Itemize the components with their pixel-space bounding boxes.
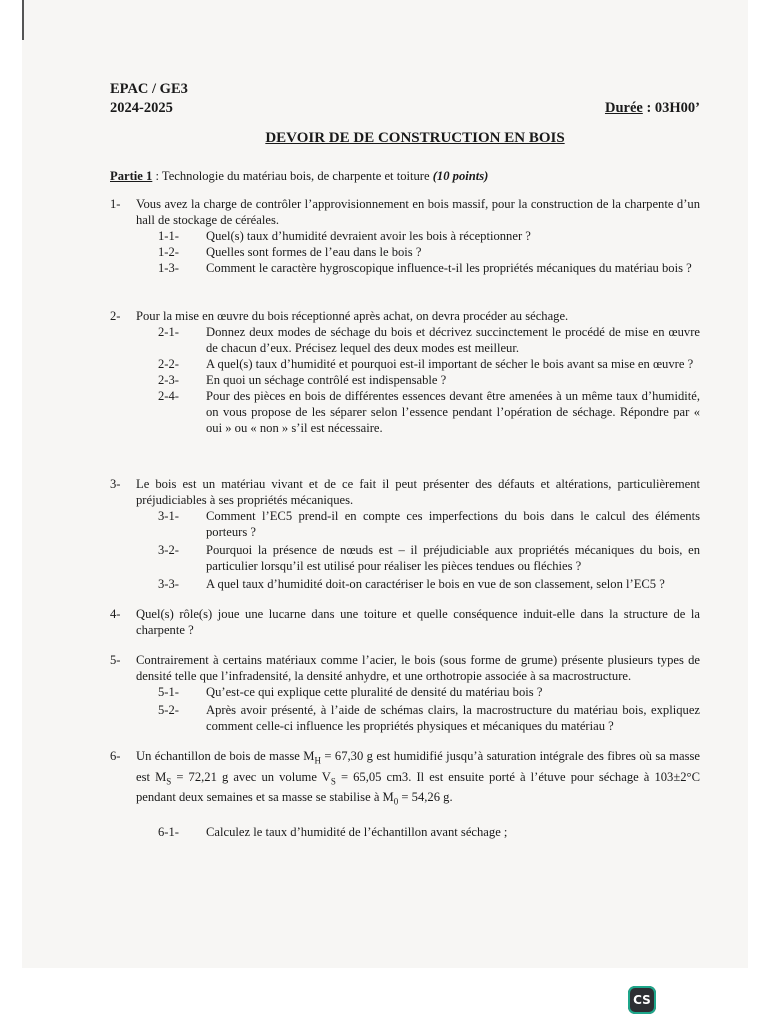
subquestion-5-1 bbox=[158, 684, 700, 700]
section-points: (10 points) bbox=[432, 169, 489, 183]
subquestion-text: Qu’est-ce qui explique cette pluralité de densité du matériau bois ? bbox=[206, 685, 543, 699]
subquestion-2-3 bbox=[158, 372, 700, 388]
subquestions-6 bbox=[110, 824, 700, 840]
q6-text-part: = 65,05 cm3. Il est ensuite porté à l’étuve pour séchage à 103±2°C pendant deux semaines et sa masse se stabilise à M bbox=[136, 769, 700, 805]
subquestion-number: 2-1- bbox=[158, 325, 179, 339]
school-label: EPAC / GE3 bbox=[110, 81, 188, 97]
question-text: Contrairement à certains matériaux comme l’acier, le bois (sous forme de grume) présente plusieurs types de densité telle que l’infradensité, la densité anhydre, et une orthotropie associée à sa macrostructure. bbox=[136, 653, 700, 683]
subquestion-number: 5-1- bbox=[158, 685, 179, 699]
subquestion-number: 3-1- bbox=[158, 509, 179, 523]
subquestion-1-2 bbox=[158, 244, 700, 260]
duration bbox=[605, 99, 700, 118]
subquestion-text: Quel(s) taux d’humidité devraient avoir les bois à réceptionner ? bbox=[206, 229, 531, 243]
question-number: 5- bbox=[110, 653, 121, 667]
question-number: 1- bbox=[110, 197, 121, 211]
document-content bbox=[110, 80, 700, 840]
subquestion-text: Après avoir présenté, à l’aide de schémas clairs, la macrostructure du matériau bois, expliquez comment celle-ci influence les propriétés physiques et mécaniques du matériau ? bbox=[206, 703, 700, 733]
subquestion-2-1 bbox=[158, 324, 700, 356]
subquestion-2-4 bbox=[158, 388, 700, 436]
question-6 bbox=[110, 748, 700, 810]
question-number: 6- bbox=[110, 749, 121, 763]
subquestion-text: En quoi un séchage contrôlé est indispensable ? bbox=[206, 373, 447, 387]
section-text: : Technologie du matériau bois, de charpente et toiture bbox=[152, 169, 433, 183]
subquestion-text: Calculez le taux d’humidité de l’échantillon avant séchage ; bbox=[206, 824, 508, 839]
subquestion-text: A quel taux d’humidité doit-on caractériser le bois en vue de son classement, selon l’EC5 ? bbox=[206, 577, 665, 591]
subquestion-3-3 bbox=[158, 576, 700, 592]
question-number: 3- bbox=[110, 477, 121, 491]
duration-label: Durée bbox=[604, 100, 643, 116]
question-text: Quel(s) rôle(s) joue une lucarne dans une toiture et quelle conséquence induit-elle dans la structure de la charpente ? bbox=[136, 607, 700, 637]
subquestion-text: Comment le caractère hygroscopique influence-t-il les propriétés mécaniques du matériau bois ? bbox=[206, 261, 692, 275]
duration-value: : 03H00’ bbox=[642, 100, 700, 116]
section-label: Partie 1 bbox=[110, 169, 153, 183]
subquestion-6-1 bbox=[158, 824, 700, 840]
subquestion-number: 2-2- bbox=[158, 357, 179, 371]
question-text: Le bois est un matériau vivant et de ce fait il peut présenter des défauts et altérations, particulièrement préjudiciables à ses propriétés mécaniques. bbox=[136, 477, 700, 507]
subquestion-text: Pourquoi la présence de nœuds est – il préjudiciable aux propriétés mécaniques du bois, en particulier lorsqu’il est utilisé pour réaliser les pièces tendues ou fléchies ? bbox=[206, 543, 700, 573]
page-title: DEVOIR DE DE CONSTRUCTION EN BOIS bbox=[265, 130, 565, 146]
subquestion-text: Pour des pièces en bois de différentes essences devant être amenées à un même taux d’humidité, on vous propose de les séparer selon l’essence pendant l’opération de séchage. Répondre par « oui » ou « non » s’il est nécessaire. bbox=[206, 389, 700, 435]
subquestion-text: Quelles sont formes de l’eau dans le bois ? bbox=[206, 245, 422, 259]
subquestion-text: Comment l’EC5 prend-il en compte ces imperfections du bois dans le calcul des éléments porteurs ? bbox=[206, 509, 700, 539]
question-text: Vous avez la charge de contrôler l’approvisionnement en bois massif, pour la construction de la charpente d’un hall de stockage de céréales. bbox=[136, 197, 700, 227]
question-1 bbox=[110, 196, 700, 228]
question-text: Pour la mise en œuvre du bois réceptionné après achat, on devra procéder au séchage. bbox=[136, 309, 569, 323]
q6-text-part: = 72,21 g avec un volume V bbox=[171, 769, 331, 784]
subquestion-number: 5-2- bbox=[158, 703, 179, 717]
subquestion-number: 2-3- bbox=[158, 373, 179, 387]
subquestion-1-1 bbox=[158, 228, 700, 244]
q6-subscript: H bbox=[314, 755, 321, 766]
subquestion-number: 3-2- bbox=[158, 543, 179, 557]
q6-subscript: 0 bbox=[393, 796, 399, 807]
subquestion-text: A quel(s) taux d’humidité et pourquoi est-il important de sécher le bois avant sa mise en œuvre ? bbox=[206, 357, 694, 371]
question-3 bbox=[110, 476, 700, 508]
subquestion-number: 2-4- bbox=[158, 389, 179, 403]
q6-subscript: S bbox=[330, 776, 336, 787]
subquestions-2 bbox=[110, 324, 700, 436]
subquestion-number: 1-2- bbox=[158, 245, 179, 259]
subquestion-1-3 bbox=[158, 260, 700, 276]
question-2 bbox=[110, 308, 700, 324]
question-number: 2- bbox=[110, 309, 121, 323]
question-text bbox=[136, 748, 700, 810]
q6-subscript: S bbox=[166, 776, 172, 787]
question-number: 4- bbox=[110, 607, 121, 621]
subquestion-number: 6-1- bbox=[158, 824, 179, 839]
subquestion-number: 1-3- bbox=[158, 261, 179, 275]
q6-text-part: = 54,26 g. bbox=[398, 790, 453, 805]
camscanner-logo-icon: CS bbox=[628, 986, 656, 1014]
subquestion-number: 3-3- bbox=[158, 577, 179, 591]
header-row bbox=[110, 99, 700, 118]
subquestions-3 bbox=[110, 508, 700, 592]
subquestion-3-1 bbox=[158, 508, 700, 540]
question-4 bbox=[110, 606, 700, 638]
q6-text-part: = 67,30 g est humidifié jusqu’à saturation intégrale des fibres où sa masse est M bbox=[136, 749, 701, 784]
subquestion-number: 1-1- bbox=[158, 229, 179, 243]
section-heading bbox=[110, 168, 700, 184]
subquestions-1 bbox=[110, 228, 700, 276]
subquestion-2-2 bbox=[158, 356, 700, 372]
academic-year: 2024-2025 bbox=[110, 100, 173, 116]
subquestion-text: Donnez deux modes de séchage du bois et décrivez succinctement le procédé de mise en œuvre de chacun d’eux. Précisez lequel des deux modes est meilleur. bbox=[206, 325, 700, 355]
question-5 bbox=[110, 652, 700, 684]
subquestion-3-2 bbox=[158, 542, 700, 574]
subquestion-5-2 bbox=[158, 702, 700, 734]
subquestions-5 bbox=[110, 684, 700, 734]
scan-edge-mark bbox=[22, 0, 24, 40]
q6-text-part: Un échantillon de bois de masse M bbox=[136, 749, 315, 763]
